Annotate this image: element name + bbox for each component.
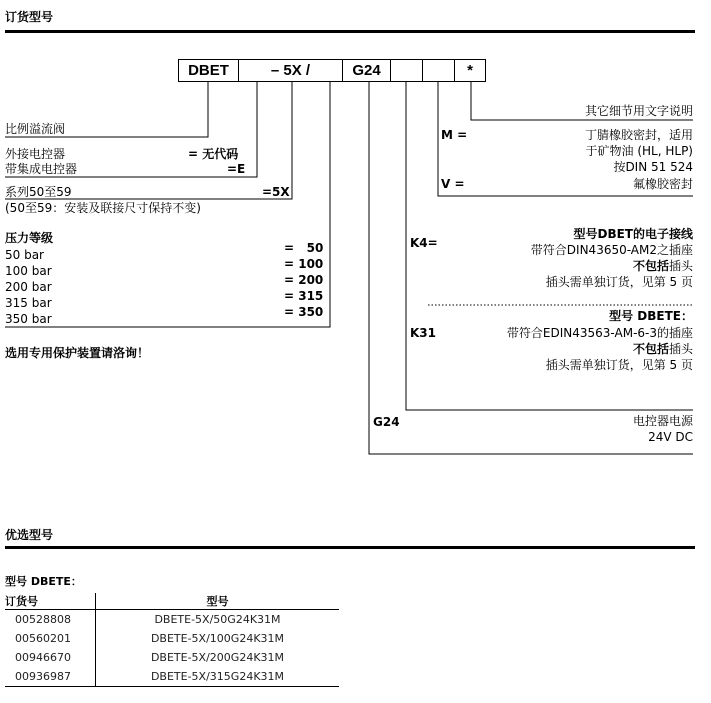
seal-v-line1: 氟橡胶密封	[632, 177, 693, 191]
pressure-title: 压力等级	[5, 231, 54, 245]
integrated-controller-code: =E	[227, 162, 246, 176]
code-box-dbet: DBET	[178, 59, 239, 82]
model-cell: DBETE-5X/100G24K31M	[150, 632, 285, 645]
pressure-code: = 100	[284, 257, 324, 271]
k31-line1: 带符合EDIN43563-AM-6-3的插座	[506, 326, 693, 340]
other-details-label: 其它细节用文字说明	[584, 104, 693, 118]
k31-plug-word: 插头	[668, 342, 693, 356]
k31-key: K31	[410, 326, 436, 340]
section-title-ordering: 订货型号	[5, 10, 54, 24]
pressure-code: = 50	[284, 241, 324, 255]
series-code: =5X	[262, 185, 290, 199]
code-box-other: *	[454, 59, 486, 82]
table-row	[5, 667, 339, 687]
integrated-controller-label: 带集成电控器	[5, 162, 78, 176]
protection-note: 选用专用保护装置请洛询！	[5, 346, 150, 360]
section-title-preferred: 优选型号	[5, 528, 54, 542]
order-number-cell: 00528808	[5, 610, 96, 630]
k4-line1: 带符合DIN43650-AM2之插座	[530, 243, 693, 257]
k4-line3: 插头需单独订货，见第 5 页	[545, 275, 693, 289]
k4-plug-word: 插头	[668, 259, 693, 273]
seal-m-line1: 丁腈橡胶密封，适用	[584, 128, 693, 142]
code-box-series: – 5X /	[238, 59, 343, 82]
table-row	[5, 629, 339, 648]
g24-line2: 24V DC	[648, 430, 693, 444]
order-number-cell: 00946670	[5, 648, 96, 667]
pressure-label: 50 bar	[5, 248, 44, 262]
model-cell: DBETE-5X/50G24K31M	[154, 613, 281, 626]
col-model: 型号	[96, 593, 340, 610]
table-row	[5, 648, 339, 667]
external-controller-code: = 无代码	[188, 147, 239, 161]
k4-title: 型号DBET的电子接线	[573, 227, 693, 241]
valve-label: 比例溢流阀	[5, 122, 66, 136]
seal-m-line3: 按DIN 51 524	[613, 160, 693, 174]
k31-line3: 插头需单独订货，见第 5 页	[545, 358, 693, 372]
table-header-row	[5, 593, 339, 610]
pressure-label: 315 bar	[5, 296, 52, 310]
series-label: 系列50至59	[5, 185, 72, 199]
external-controller-label: 外接电控器	[5, 147, 66, 161]
pressure-label: 350 bar	[5, 312, 52, 326]
pressure-code: = 350	[284, 305, 324, 319]
k4-key: K4=	[410, 236, 438, 250]
table-row	[5, 610, 339, 630]
k4-line2	[633, 259, 693, 273]
section-rule-2	[5, 546, 695, 549]
pressure-label: 200 bar	[5, 280, 52, 294]
series-note: (50至59：安装及联接尺寸保持不变)	[5, 201, 201, 215]
preferred-types-table	[5, 593, 339, 687]
preferred-table-title: 型号 DBETE：	[5, 575, 82, 588]
k31-line2	[633, 342, 693, 356]
k31-title: 型号 DBETE：	[609, 309, 693, 323]
col-order-number: 订货号	[5, 593, 96, 610]
k31-not-included: 不包括	[632, 342, 669, 356]
order-number-cell: 00560201	[5, 629, 96, 648]
pressure-code: = 200	[284, 273, 324, 287]
model-cell: DBETE-5X/200G24K31M	[150, 651, 285, 664]
order-number-cell: 00936987	[5, 667, 96, 687]
seal-m-line2: 于矿物油 (HL, HLP)	[585, 144, 693, 158]
pressure-code: = 315	[284, 289, 324, 303]
pressure-label: 100 bar	[5, 264, 52, 278]
seal-m-key: M =	[441, 128, 468, 142]
model-cell: DBETE-5X/315G24K31M	[96, 667, 340, 687]
seal-v-key: V =	[441, 177, 465, 191]
g24-key: G24	[373, 415, 400, 429]
code-box-g24: G24	[342, 59, 391, 82]
k4-not-included: 不包括	[632, 259, 669, 273]
g24-line1: 电控器电源	[632, 414, 693, 428]
